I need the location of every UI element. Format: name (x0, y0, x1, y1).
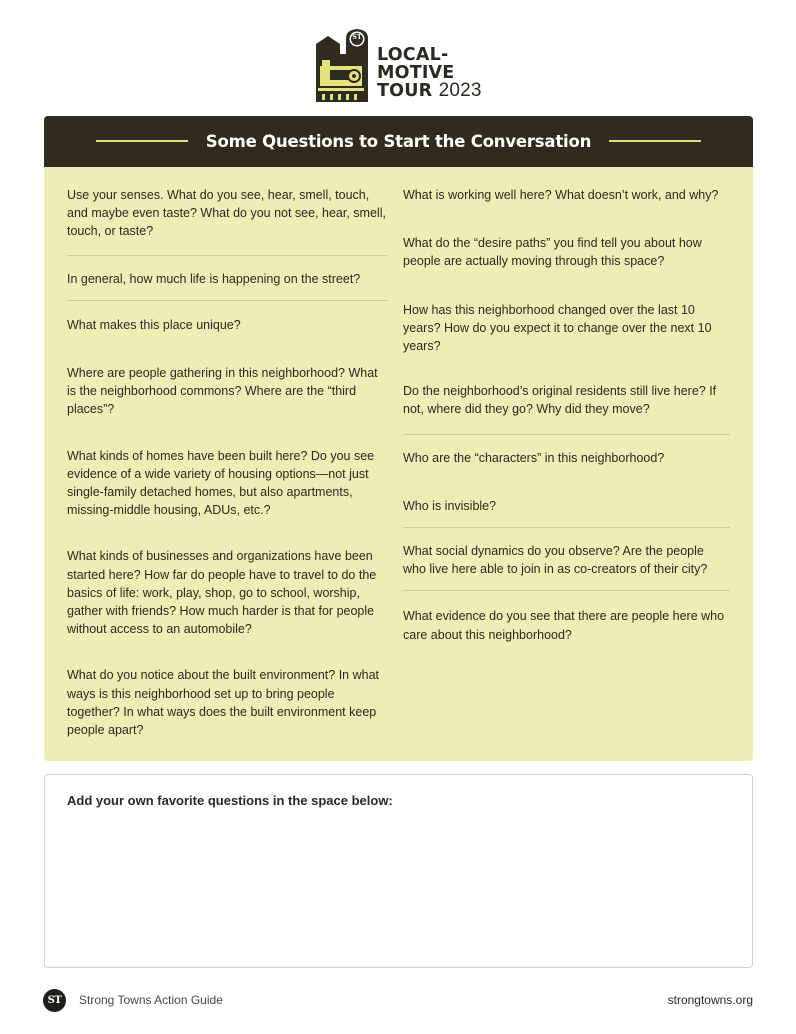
notes-title: Add your own favorite questions in the space below: (67, 793, 393, 808)
question-item: Do the neighborhood’s original residents still live here? If not, where did they go? Why did they move? (403, 355, 730, 434)
questions-column-right (403, 186, 730, 644)
header-rule-left (96, 140, 188, 142)
logo-wordmark (377, 46, 482, 100)
question-item: In general, how much life is happening on the street? (67, 256, 387, 301)
panel-title: Some Questions to Start the Conversation (205, 132, 592, 151)
question-item: Who is invisible? (403, 467, 730, 528)
logo-line-1: LOCAL- (377, 45, 449, 65)
header-rule-right (609, 140, 701, 142)
panel-header (44, 116, 753, 167)
question-item: What is working well here? What doesn’t work, and why? (403, 188, 719, 202)
question-item: What social dynamics do you observe? Are the people who live here able to join in as co-creators of their city? (403, 528, 730, 591)
question-item: What do you notice about the built environment? In what ways is this neighborhood set up to bring people together? In what ways does the built environment keep people apart? (67, 668, 379, 738)
logo-line-2: MOTIVE (377, 63, 455, 83)
logo-line-3 (377, 82, 482, 100)
notes-box[interactable] (44, 774, 753, 968)
logo-badge: ST (352, 33, 362, 41)
footer-website[interactable]: strongtowns.org (667, 993, 753, 1007)
footer-guide-label: Strong Towns Action Guide (79, 993, 223, 1007)
question-item: What do the “desire paths” you find tell you about how people are actually moving through this space? (403, 236, 702, 269)
question-item: Use your senses. What do you see, hear, smell, touch, and maybe even taste? What do you not see, hear, smell, touch, or taste? (67, 186, 387, 256)
question-item: Who are the “characters” in this neighborhood? (403, 450, 665, 465)
question-item: What kinds of businesses and organizations have been started here? How far do people have to travel to do the basics of life: work, play, shop, go to school, worship, gather with friends? How much harder is that for people without access to an automobile? (67, 549, 377, 637)
question-item: What kinds of homes have been built here? Do you see evidence of a wide variety of housing options—not just single-family detached homes, but also apartments, missing-middle housing, ADUs, etc.? (67, 448, 375, 518)
local-motive-tour-logo (314, 26, 484, 104)
question-item: What makes this place unique? (67, 317, 241, 332)
logo-year: 2023 (438, 80, 482, 101)
strong-towns-logo-icon: ST (43, 989, 66, 1012)
question-item: How has this neighborhood changed over the last 10 years? How do you expect it to change over the next 10 years? (403, 302, 712, 354)
question-item: Where are people gathering in this neighborhood? What is the neighborhood commons? Where are the “third places”? (67, 366, 378, 417)
questions-panel (44, 116, 753, 761)
question-item: What evidence do you see that there are people here who care about this neighborhood? (403, 609, 725, 642)
locomotive-icon (314, 26, 376, 102)
logo-tour: TOUR (377, 81, 433, 101)
questions-column-left (67, 186, 387, 739)
